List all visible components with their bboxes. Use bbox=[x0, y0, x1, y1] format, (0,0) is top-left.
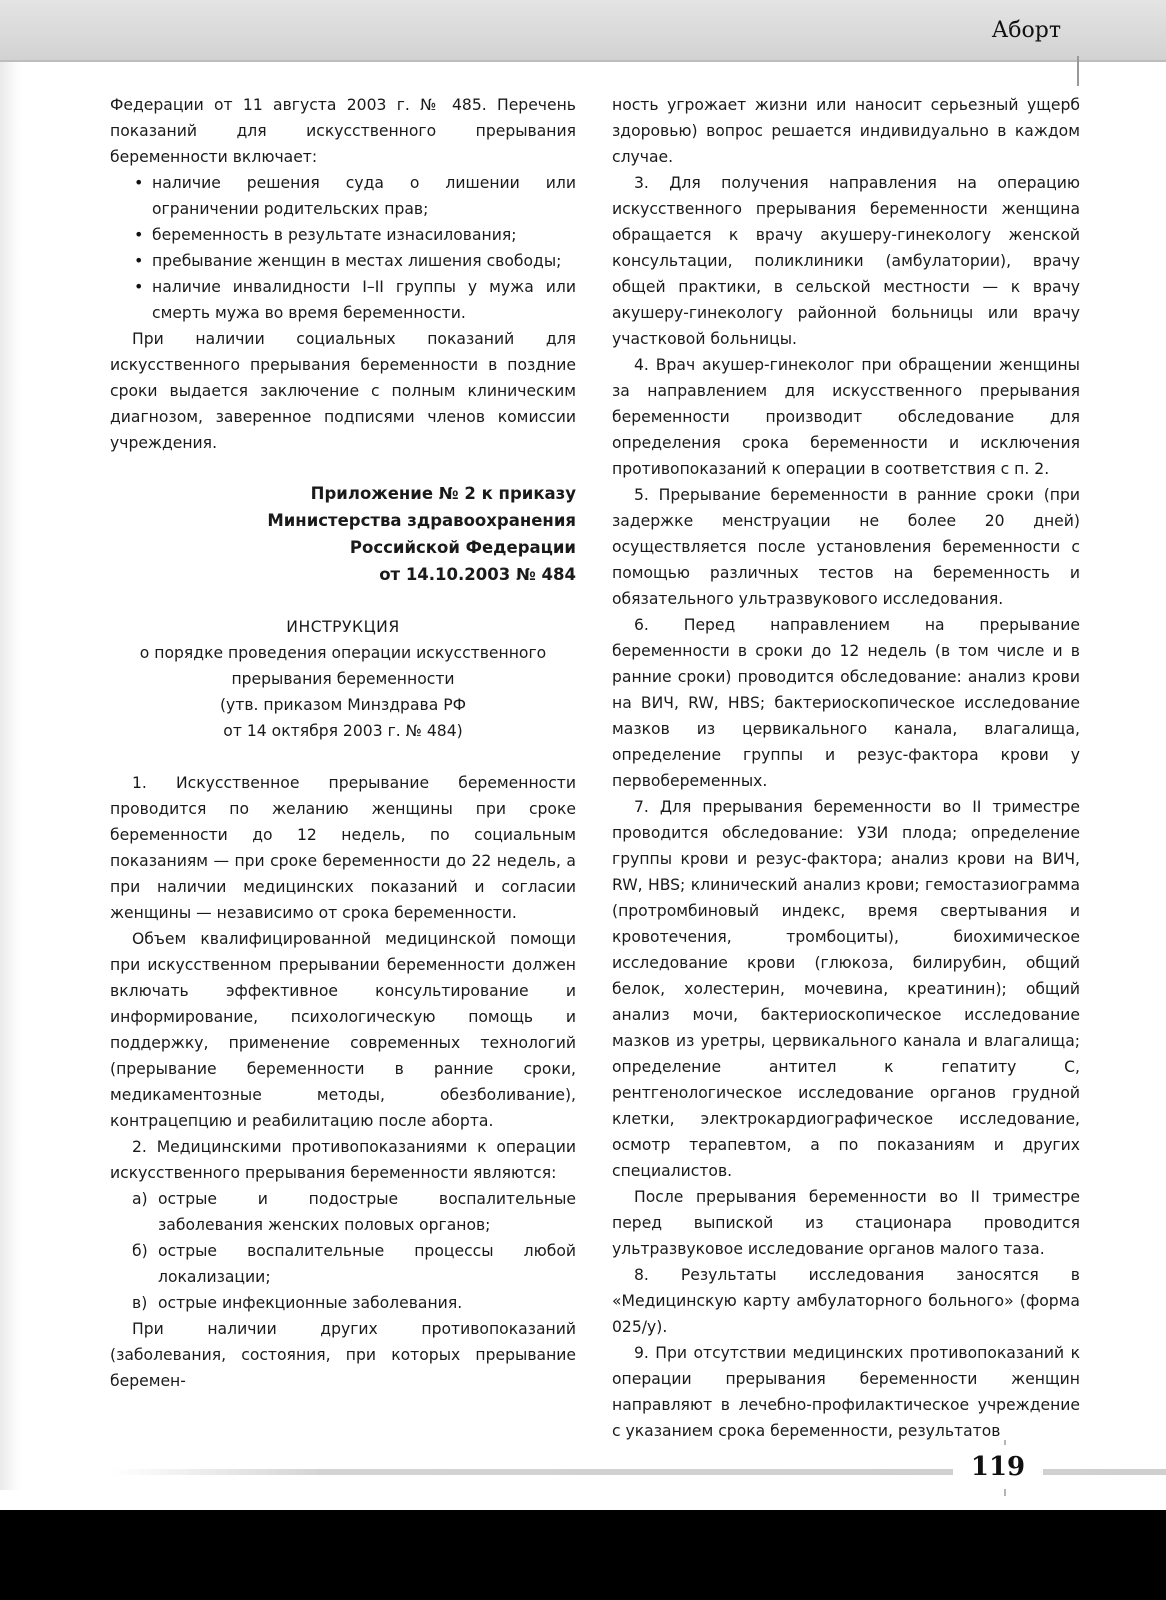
scan-shadow bbox=[0, 0, 22, 1490]
appendix-line: Российской Федерации bbox=[349, 538, 576, 557]
appendix-heading bbox=[110, 480, 576, 588]
social-indications-paragraph: При наличии социальных показаний для искусственного прерывания беременности в поздние сроки выдается заключение с полным клиническим диагнозом, заверенное подписями членов комиссии учреждения. bbox=[110, 330, 576, 452]
contraindications-list bbox=[110, 1186, 576, 1316]
running-head: Аборт bbox=[991, 18, 1061, 43]
page-number: 119 bbox=[953, 1445, 1043, 1489]
instruction-subtitle-line: о порядке проведения операции искусственного bbox=[139, 644, 547, 662]
list-item: • пребывание женщин в местах лишения свободы; bbox=[134, 248, 576, 274]
spacer bbox=[110, 744, 576, 770]
instruction-title-block bbox=[110, 614, 576, 744]
paragraph-1: 1. Искусственное прерывание беременности проводится по желанию женщины при сроке беременности до 12 недель, по социальным показаниям — при сроке беременности до 22 недель, а при наличии медицинских показаний и согласии женщины — независимо от срока беременности. bbox=[110, 774, 576, 922]
intro-paragraph: Федерации от 11 августа 2003 г. № 485. Перечень показаний для искусственного прерывания беременности включает: bbox=[110, 96, 576, 166]
paragraph-9: 9. При отсутствии медицинских противопоказаний к операции прерывания беременности женщин направляют в лечебно-профилактическое учреждение с указанием срока беременности, результатов bbox=[612, 1344, 1080, 1440]
list-item bbox=[132, 1290, 576, 1316]
after-termination-paragraph: После прерывания беременности во II триместре перед выпиской из стационара проводится ультразвуковое исследование органов малого таза. bbox=[612, 1188, 1080, 1258]
other-contraindications-paragraph: При наличии других противопоказаний (заболевания, состояния, при которых прерывание беремен- bbox=[110, 1320, 576, 1390]
page-header bbox=[0, 0, 1166, 62]
instruction-subtitle-line: прерывания беременности bbox=[231, 670, 455, 688]
appendix-line: Министерства здравоохранения bbox=[267, 511, 576, 530]
volume-paragraph: Объем квалифицированной медицинской помощи при искусственном прерывании беременности должен включать эффективное консультирование и информирование, психологическую помощь и поддержку, применение современных технологий (прерывание беременности в ранние сроки, медикаментозные методы, обезболивание), контрацепцию и реабилитацию после аборта. bbox=[110, 930, 576, 1130]
instruction-subtitle-line: от 14 октября 2003 г. № 484) bbox=[223, 722, 463, 740]
appendix-line: Приложение № 2 к приказу bbox=[310, 484, 576, 503]
appendix-line: от 14.10.2003 № 484 bbox=[379, 565, 576, 584]
paragraph-2: 2. Медицинскими противопоказаниями к операции искусственного прерывания беременности являются: bbox=[110, 1138, 576, 1182]
left-column bbox=[110, 92, 576, 1394]
list-item bbox=[132, 1238, 576, 1290]
right-column bbox=[612, 92, 1080, 1444]
paragraph-4: 4. Врач акушер-гинеколог при обращении женщины за направлением для искусственного прерывания беременности производит обследование для определения срока беременности и исключения противопоказаний к операции в соответствия с п. 2. bbox=[612, 356, 1080, 478]
list-item-text: острые инфекционные заболевания. bbox=[158, 1294, 463, 1312]
header-divider bbox=[1077, 56, 1079, 86]
paragraph-5: 5. Прерывание беременности в ранние сроки (при задержке менструации не более 20 дней) осуществляется после установления беременности с помощью различных тестов на беременность и обязательного ультразвукового исследования. bbox=[612, 486, 1080, 608]
continuation-paragraph: ность угрожает жизни или наносит серьезный ущерб здоровью) вопрос решается индивидуально в каждом случае. bbox=[612, 96, 1080, 166]
list-marker: б) bbox=[132, 1242, 148, 1260]
instruction-subtitle-line: (утв. приказом Минздрава РФ bbox=[219, 696, 467, 714]
paragraph-8: 8. Результаты исследования заносятся в «Медицинскую карту амбулаторного больного» (форма 025/у). bbox=[612, 1266, 1080, 1336]
list-item: • наличие решения суда о лишении или ограничении родительских прав; bbox=[134, 170, 576, 222]
list-marker: а) bbox=[132, 1190, 148, 1208]
list-item: • беременность в результате изнасилования; bbox=[134, 222, 576, 248]
list-marker: в) bbox=[132, 1294, 148, 1312]
list-item bbox=[132, 1186, 576, 1238]
paragraph-3: 3. Для получения направления на операцию искусственного прерывания беременности женщина обращается к врачу акушеру-гинекологу женской консультации, поликлиники (амбулатории), врачу общей практики, в сельской местности — к врачу акушеру-гинекологу районной больницы или врачу участковой больницы. bbox=[612, 174, 1080, 348]
scan-bottom-band bbox=[0, 1510, 1166, 1600]
paragraph-7: 7. Для прерывания беременности во II триместре проводится обследование: УЗИ плода; определение группы крови и резус-фактора; анализ крови на ВИЧ, RW, HBS; клинический анализ крови; гемостазиограмма (протромбиновый индекс, время свертывания и кровотечения, тромбоциты), биохимическое исследование крови (глюкоза, билирубин, общий белок, холестерин, мочевина, креатинин); общий анализ мочи, бактериоскопическое исследование мазков из уретры, цервикального канала и влагалища; определение антител к гепатиту С, рентгенологическое исследование органов грудной клетки, электрокардиографическое исследование, осмотр терапевтом, а по показаниям и других специалистов. bbox=[612, 798, 1080, 1180]
instruction-title: ИНСТРУКЦИЯ bbox=[286, 618, 400, 636]
indications-list bbox=[110, 170, 576, 326]
paragraph-6: 6. Перед направлением на прерывание беременности в сроки до 12 недель (в том числе и в ранние сроки) проводится обследование: анализ крови на ВИЧ, RW, HBS; бактериоскопическое исследование мазков из цервикального канала, влагалища, определение группы и резус-фактора крови у первобеременных. bbox=[612, 616, 1080, 790]
list-item-text: острые и подострые воспалительные заболевания женских половых органов; bbox=[158, 1190, 576, 1234]
list-item-text: острые воспалительные процессы любой локализации; bbox=[158, 1242, 576, 1286]
list-item: • наличие инвалидности I–II группы у мужа или смерть мужа во время беременности. bbox=[134, 274, 576, 326]
